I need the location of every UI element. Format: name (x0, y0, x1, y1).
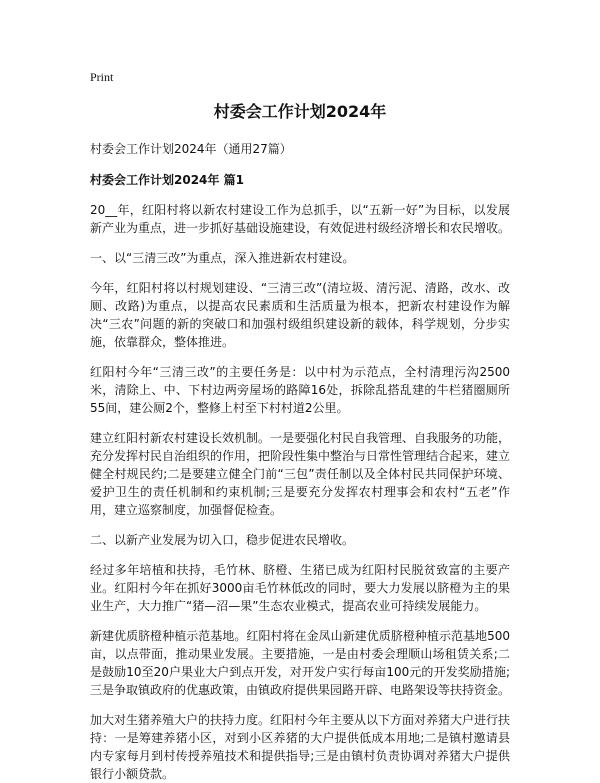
paragraph-heading-2: 二、以新产业发展为切入口，稳步促进农民增收。 (90, 533, 355, 547)
paragraph-pig-farming: 加大对生猪养殖大户的扶持力度。红阳村今年主要从以下方面对养猪大户进行扶持：一是筹建养猪小区，对到小区养猪的大户提供低成本用地;二是镇村邀请县内专家每月到村传授养殖技术和提供指导;三是由镇村负责协调对养猪大户提供银行小额贷款。 (90, 713, 511, 781)
document-title: 村委会工作计划2024年 (213, 102, 387, 121)
section-heading: 村委会工作计划2024年 篇1 (90, 173, 244, 187)
paragraph-heading-1: 一、以“三清三改”为重点，深入推进新农村建设。 (90, 251, 355, 265)
paragraph-orange-base: 新建优质脐橙种植示范基地。红阳村将在金凤山新建优质脐橙种植示范基地500亩，以点带面，推动果业发展。主要措施，一是由村委会理顺山场租赁关系;二是鼓励10至20户果业大户到点开发，对开发户实行每亩100元的开发奖励措施;三是争取镇政府的优惠政策，由镇政府提供果园路开辟、电路架设等扶持资金。 (90, 629, 511, 697)
print-label: Print (90, 70, 114, 84)
document-subtitle: 村委会工作计划2024年（通用27篇） (90, 142, 292, 156)
paragraph-plan: 今年，红阳村将以村规划建设、“三清三改”(清垃圾、清污泥、清路，改水、改厕、改路)为重点，以提高农民素质和生活质量为根本，把新农村建设作为解决“三农”问题的新的突破口和加强村级组织建设新的载体，科学规划，分步实施，依靠群众，整体推进。 (90, 281, 510, 349)
paragraph-mechanism: 建立红阳村新农村建设长效机制。一是要强化村民自我管理、自我服务的功能，充分发挥村民自治组织的作用，把阶段性集中整治与日常性管理结合起来，建立健全村规民约;二是要建立健全门前“三包”责任制以及全体村民共同保护环境、爱护卫生的责任机制和约束机制;三是要充分发挥农村理事会和农村“五老”作用，建立巡察制度，加强督促检查。 (90, 431, 511, 517)
paragraph-industry: 经过多年培植和扶持，毛竹林、脐橙、生猪已成为红阳村民脱贫致富的主要产业。红阳村今年在抓好3000亩毛竹林低改的同时，要大力发展以脐橙为主的果业生产，大力推广“猪—沼—果”生态农业模式，提高农业可持续发展能力。 (90, 563, 510, 613)
paragraph-tasks: 红阳村今年“三清三改”的主要任务是：以中村为示范点，全村清理污沟2500米，清除上、中、下村边两旁屋场的路障16处，拆除乱搭乱建的牛栏猪圈厕所55间，建公厕2个，整修上村至下村村道2公里。 (90, 365, 510, 415)
paragraph-intro: 20__年，红阳村将以新农村建设工作为总抓手，以“五新一好”为目标，以发展新产业为重点，进一步抓好基础设施建设，有效促进村级经济增长和农民增收。 (90, 203, 511, 235)
